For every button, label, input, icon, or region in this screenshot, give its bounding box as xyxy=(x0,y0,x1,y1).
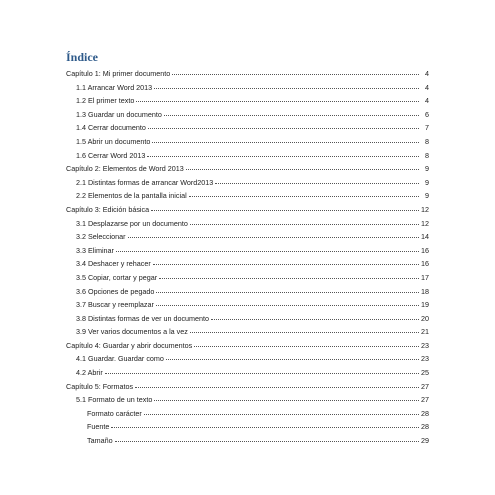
toc-dot-leader xyxy=(189,188,419,197)
toc-dot-leader xyxy=(190,324,419,333)
toc-dot-leader xyxy=(136,93,419,102)
toc-entry-page: 23 xyxy=(421,340,429,350)
toc-entry-page: 19 xyxy=(421,300,429,310)
toc-entry[interactable] xyxy=(66,162,429,176)
toc-entry-label: 3.7 Buscar y reemplazar xyxy=(76,300,154,310)
toc-entry-page: 7 xyxy=(425,123,429,133)
toc-dot-leader xyxy=(153,256,419,265)
toc-entry-label: 1.5 Abrir un documento xyxy=(76,136,151,146)
toc-dot-leader xyxy=(156,284,419,293)
toc-dot-leader xyxy=(152,134,419,143)
toc-entry-label: 3.5 Copiar, cortar y pegar xyxy=(76,272,158,282)
toc-entry-label: 3.3 Eliminar xyxy=(76,245,114,255)
toc-dot-leader xyxy=(164,107,419,116)
toc-entry-label: Capítulo 3: Edición básica xyxy=(66,204,150,214)
toc-entry-label: 1.6 Cerrar Word 2013 xyxy=(76,150,146,160)
toc-dot-leader xyxy=(148,120,419,129)
toc-dot-leader xyxy=(154,80,419,89)
toc-dot-leader xyxy=(135,379,419,388)
toc-dot-leader xyxy=(154,392,419,401)
toc-entry-label: 4.1 Guardar. Guardar como xyxy=(76,354,164,364)
toc-entry-page: 27 xyxy=(421,381,429,391)
toc-dot-leader xyxy=(115,433,419,442)
toc-entry[interactable] xyxy=(66,285,429,299)
toc-entry-label: 3.6 Opciones de pegado xyxy=(76,286,155,296)
toc-dot-leader xyxy=(144,406,419,415)
toc-entry[interactable] xyxy=(66,230,429,244)
toc-entry[interactable] xyxy=(66,312,429,326)
toc-entry[interactable] xyxy=(66,366,429,380)
toc-entry[interactable] xyxy=(66,176,429,190)
toc-entry-page: 16 xyxy=(421,259,429,269)
toc-entry-page: 8 xyxy=(425,150,429,160)
toc-entry-page: 9 xyxy=(425,177,429,187)
toc-title: Índice xyxy=(66,50,99,64)
toc-entry-page: 12 xyxy=(421,218,429,228)
toc-entry[interactable] xyxy=(66,298,429,312)
toc-entry-page: 9 xyxy=(425,164,429,174)
toc-entry-page: 20 xyxy=(421,313,429,323)
toc-entry-label: 1.3 Guardar un documento xyxy=(76,109,162,119)
toc-entry-page: 6 xyxy=(425,109,429,119)
toc-entry[interactable] xyxy=(66,135,429,149)
toc-entry-label: 3.9 Ver varios documentos a la vez xyxy=(76,327,188,337)
toc-entry-label: 2.1 Distintas formas de arrancar Word2013 xyxy=(76,177,214,187)
toc-dot-leader xyxy=(159,270,419,279)
toc-entry-page: 21 xyxy=(421,327,429,337)
toc-entry[interactable] xyxy=(66,203,429,217)
toc-entry[interactable] xyxy=(66,189,429,203)
toc-entry[interactable] xyxy=(66,352,429,366)
toc-dot-leader xyxy=(211,311,419,320)
toc-dot-leader xyxy=(105,365,419,374)
toc-entry-page: 4 xyxy=(425,82,429,92)
toc-entry-page: 14 xyxy=(421,232,429,242)
toc-entry-page: 16 xyxy=(421,245,429,255)
toc-entry-label: Capítulo 4: Guardar y abrir documentos xyxy=(66,340,193,350)
toc-entry[interactable] xyxy=(66,217,429,231)
toc-dot-leader xyxy=(116,243,419,252)
toc-entry-label: 3.1 Desplazarse por un documento xyxy=(76,218,188,228)
toc-entry[interactable] xyxy=(66,325,429,339)
toc-entry-page: 8 xyxy=(425,136,429,146)
toc-dot-leader xyxy=(194,338,419,347)
toc-entry-page: 29 xyxy=(421,436,429,446)
toc-entry-label: 1.1 Arrancar Word 2013 xyxy=(76,82,153,92)
toc-entry-page: 23 xyxy=(421,354,429,364)
toc-dot-leader xyxy=(186,161,419,170)
toc-dot-leader xyxy=(151,202,419,211)
toc-entry-page: 4 xyxy=(425,69,429,78)
toc-entry-page: 18 xyxy=(421,286,429,296)
toc-entry-label: Formato carácter xyxy=(87,408,142,418)
toc-entry-label: Tamaño xyxy=(87,436,113,446)
toc-entry-label: 3.4 Deshacer y rehacer xyxy=(76,259,151,269)
toc-entry-page: 25 xyxy=(421,368,429,378)
table-of-contents xyxy=(66,67,429,448)
toc-dot-leader xyxy=(147,148,419,157)
toc-entry-page: 28 xyxy=(421,422,429,432)
toc-entry-label: Capítulo 5: Formatos xyxy=(66,381,134,391)
toc-entry-label: 3.8 Distintas formas de ver un documento xyxy=(76,313,210,323)
toc-entry[interactable] xyxy=(66,121,429,135)
toc-entry-label: 3.2 Seleccionar xyxy=(76,232,126,242)
toc-entry[interactable] xyxy=(66,339,429,353)
toc-entry[interactable] xyxy=(66,420,429,434)
toc-entry[interactable] xyxy=(66,149,429,163)
toc-entry[interactable] xyxy=(66,407,429,421)
toc-entry[interactable] xyxy=(66,257,429,271)
toc-dot-leader xyxy=(215,175,419,184)
toc-entry[interactable] xyxy=(66,271,429,285)
toc-entry-page: 12 xyxy=(421,204,429,214)
toc-entry[interactable] xyxy=(66,434,429,448)
toc-entry-label: Capítulo 1: Mi primer documento xyxy=(66,69,171,78)
toc-entry[interactable] xyxy=(66,393,429,407)
toc-entry-page: 28 xyxy=(421,408,429,418)
toc-entry-page: 27 xyxy=(421,395,429,405)
toc-dot-leader xyxy=(111,419,419,428)
toc-entry-label: 1.4 Cerrar documento xyxy=(76,123,146,133)
toc-entry-page: 4 xyxy=(425,96,429,106)
toc-entry[interactable] xyxy=(66,108,429,122)
toc-entry[interactable] xyxy=(66,380,429,394)
toc-dot-leader xyxy=(166,351,419,360)
toc-entry-label: Capítulo 2: Elementos de Word 2013 xyxy=(66,164,184,174)
toc-entry[interactable] xyxy=(66,67,429,81)
toc-entry-label: 4.2 Abrir xyxy=(76,368,103,378)
toc-entry-label: Fuente xyxy=(87,422,110,432)
toc-entry-page: 17 xyxy=(421,272,429,282)
toc-entry-label: 1.2 El primer texto xyxy=(76,96,135,106)
toc-entry[interactable] xyxy=(66,94,429,108)
toc-dot-leader xyxy=(156,297,419,306)
toc-entry[interactable] xyxy=(66,244,429,258)
toc-dot-leader xyxy=(128,229,419,238)
toc-entry-label: 2.2 Elementos de la pantalla inicial xyxy=(76,191,187,201)
toc-entry-label: 5.1 Formato de un texto xyxy=(76,395,153,405)
toc-entry-page: 9 xyxy=(425,191,429,201)
toc-entry[interactable] xyxy=(66,81,429,95)
toc-dot-leader xyxy=(172,66,419,75)
toc-dot-leader xyxy=(190,216,419,225)
